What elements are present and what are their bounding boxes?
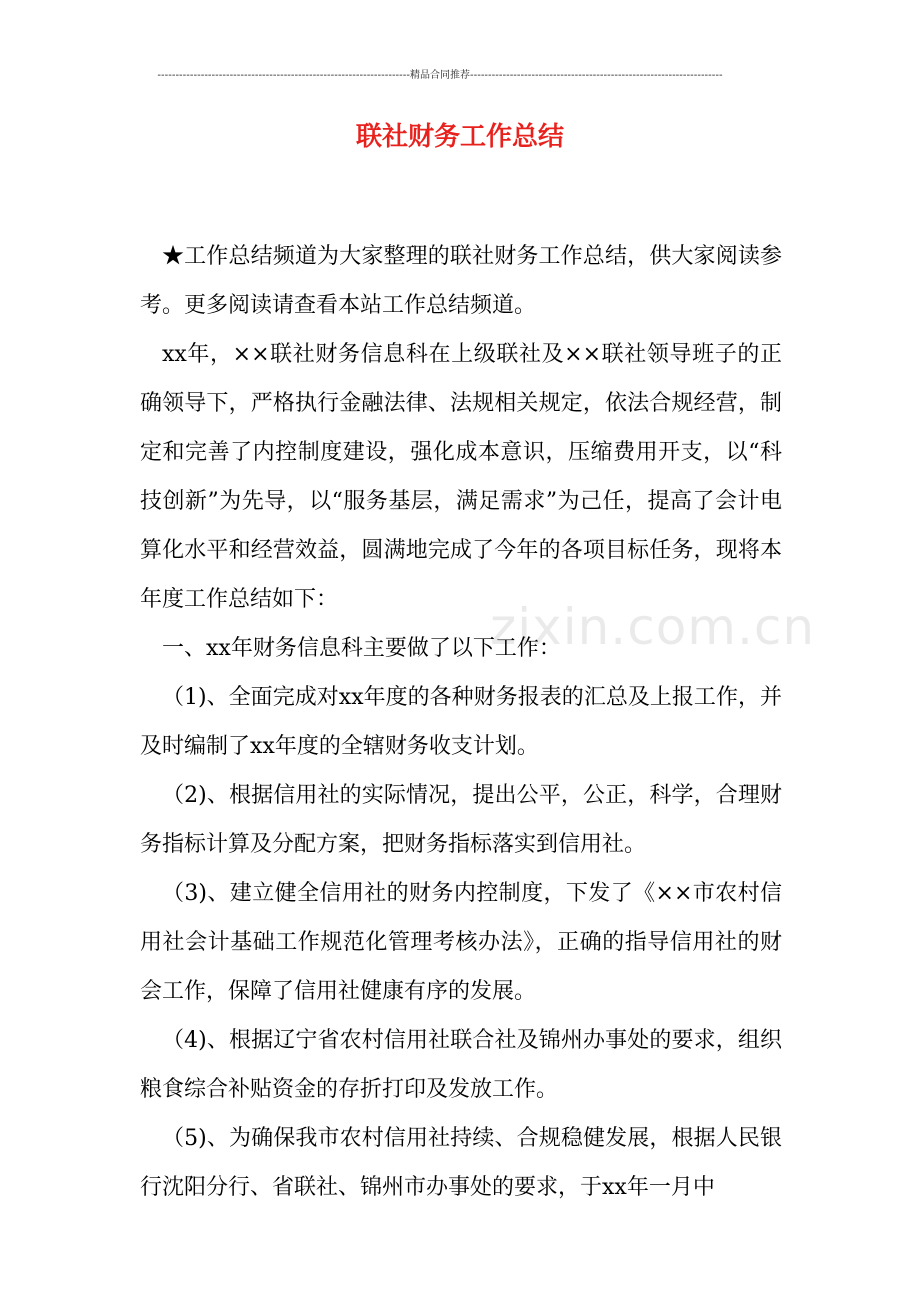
document-title: 联社财务工作总结 xyxy=(355,122,564,152)
intro-paragraph: ★工作总结频道为大家整理的联社财务工作总结，供大家阅读参考。更多阅读请查看本站工作总结频道。 xyxy=(140,244,782,318)
document-body xyxy=(140,232,782,1212)
header-dashes-left: ---------------------------------------------------------------------- xyxy=(157,70,410,81)
header-divider xyxy=(140,66,740,81)
list-item: （3)、建立健全信用社的财务内控制度，下发了《××市农村信用社会计基础工作规范化管理考核办法》，正确的指导信用社的财会工作，保障了信用社健康有序的发展。 xyxy=(140,881,782,1004)
list-item: （1)、全面完成对xx年度的各种财务报表的汇总及上报工作，并及时编制了xx年度的全辖财务收支计划。 xyxy=(140,685,782,759)
watermark: zixin.com.cn xyxy=(490,598,816,656)
header-dashes-right: ---------------------------------------------------------------------- xyxy=(470,70,723,81)
body-paragraph: xx年，××联社财务信息科在上级联社及××联社领导班子的正确领导下，严格执行金融法律、法规相关规定，依法合规经营，制定和完善了内控制度建设，强化成本意识，压缩费用开支，以“科技创新”为先导，以“服务基层，满足需求”为己任，提高了会计电算化水平和经营效益，圆满地完成了今年的各项目标任务，现将本年度工作总结如下： xyxy=(140,342,782,612)
list-item: （4)、根据辽宁省农村信用社联合社及锦州办事处的要求，组织粮食综合补贴资金的存折打印及发放工作。 xyxy=(140,1028,782,1102)
header-label: 精品合同推荐 xyxy=(410,70,470,81)
list-item: （2)、根据信用社的实际情况，提出公平，公正，科学，合理财务指标计算及分配方案，把财务指标落实到信用社。 xyxy=(140,783,782,857)
list-item: （5)、为确保我市农村信用社持续、合规稳健发展，根据人民银行沈阳分行、省联社、锦州市办事处的要求，于xx年一月中 xyxy=(140,1126,782,1200)
section-heading: 一、xx年财务信息科主要做了以下工作： xyxy=(162,636,561,661)
